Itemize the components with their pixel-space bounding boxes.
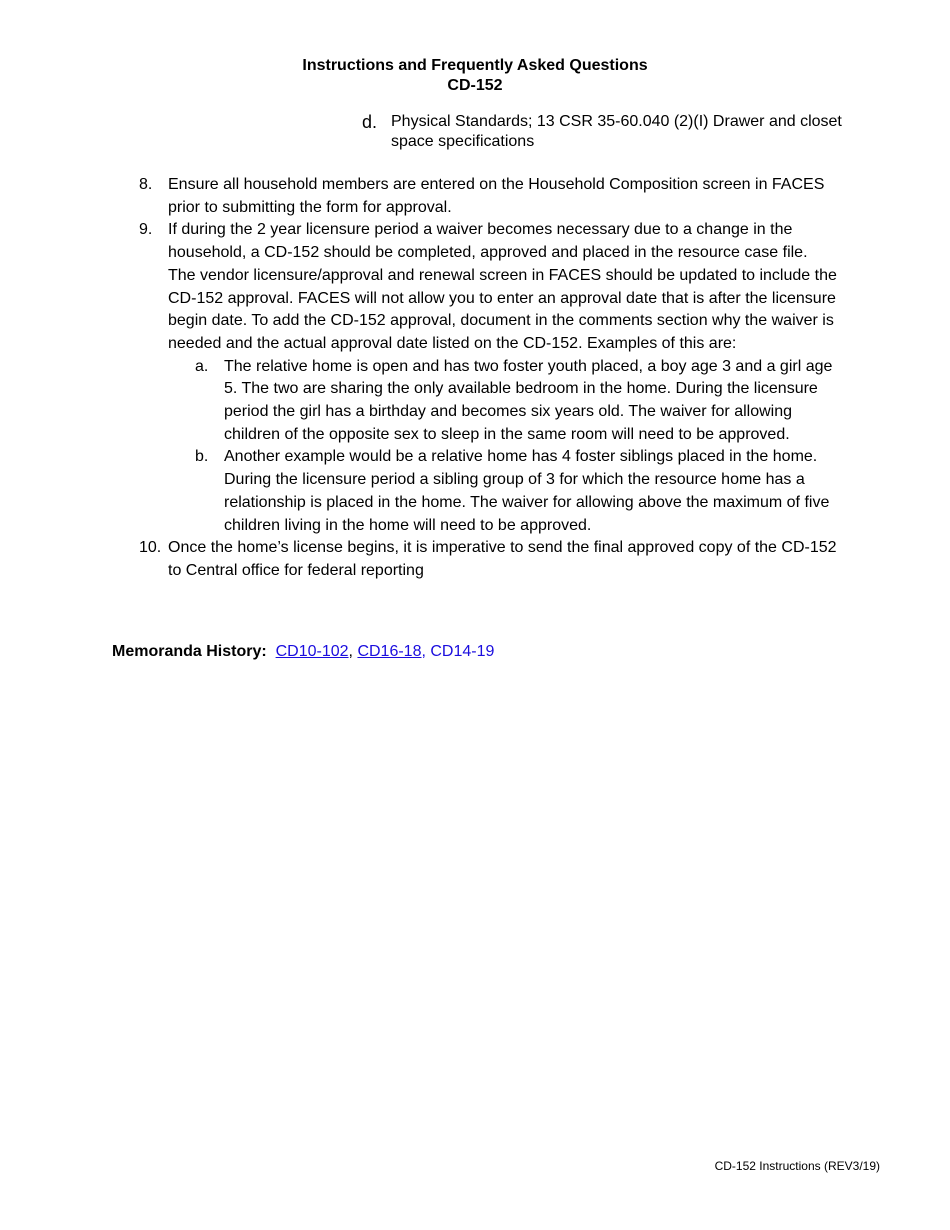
memo-link-cd10-102[interactable]: CD10-102 <box>275 643 349 660</box>
list-number: 9. <box>139 221 153 239</box>
sub-item-a <box>195 356 839 447</box>
list-item-text: If during the 2 year licensure period a waiver becomes necessary due to a change in the household, a CD-152 should be completed, approved and placed in the resource case file. The vendor licensure/approval and renewal screen in FACES should be updated to include the CD-152 approval. FACES will not allow you to enter an approval date that is after the licensure begin date. To add the CD-152 approval, document in the comments section why the waiver is needed and the actual approval date listed on the CD-152. Examples of this are: <box>168 221 837 352</box>
list-marker: d. <box>362 112 378 132</box>
memoranda-label: Memoranda History: <box>112 643 267 660</box>
sub-item-text: Another example would be a relative home has 4 foster siblings placed in the home. During the licensure period a sibling group of 3 for which the resource home has a relationship is placed in the home. The waiver for allowing above the maximum of five children living in the home will need to be approved. <box>224 448 830 534</box>
link-separator: , <box>348 643 353 660</box>
instructions-list <box>139 174 839 583</box>
list-item-text: Ensure all household members are entered on the Household Composition screen in FACES prior to submitting the form for approval. <box>168 176 825 216</box>
sub-item-letter: a. <box>195 357 209 375</box>
memo-link-cd14-19[interactable]: CD14-19 <box>430 643 495 660</box>
memo-link-cd16-18[interactable]: CD16-18, <box>357 643 426 660</box>
sub-item-text: The relative home is open and has two foster youth placed, a boy age 3 and a girl age 5. The two are sharing the only available bedroom in the home. During the licensure period the girl has a birthday and becomes six years old. The waiver for allowing children of the opposite sex to sleep in the same room will need to be approved. <box>224 357 833 443</box>
sub-item-letter: b. <box>195 448 209 466</box>
page-footer: CD-152 Instructions (REV3/19) <box>714 1159 880 1173</box>
continued-list-item-d <box>362 112 842 152</box>
list-number: 10. <box>139 539 162 557</box>
page-title: Instructions and Frequently Asked Questions <box>302 57 648 74</box>
list-item-8 <box>139 174 839 219</box>
list-item-9 <box>139 219 839 355</box>
list-item-text: Physical Standards; 13 CSR 35-60.040 (2)(I) Drawer and closet space specifications <box>391 113 842 150</box>
memoranda-history <box>112 642 494 662</box>
list-item-10 <box>139 537 839 582</box>
list-number: 8. <box>139 176 153 193</box>
list-item-text: Once the home’s license begins, it is imperative to send the final approved copy of the CD-152 to Central office for federal reporting <box>168 539 837 579</box>
sub-item-b <box>195 446 839 537</box>
form-number-title: CD-152 <box>447 77 503 94</box>
